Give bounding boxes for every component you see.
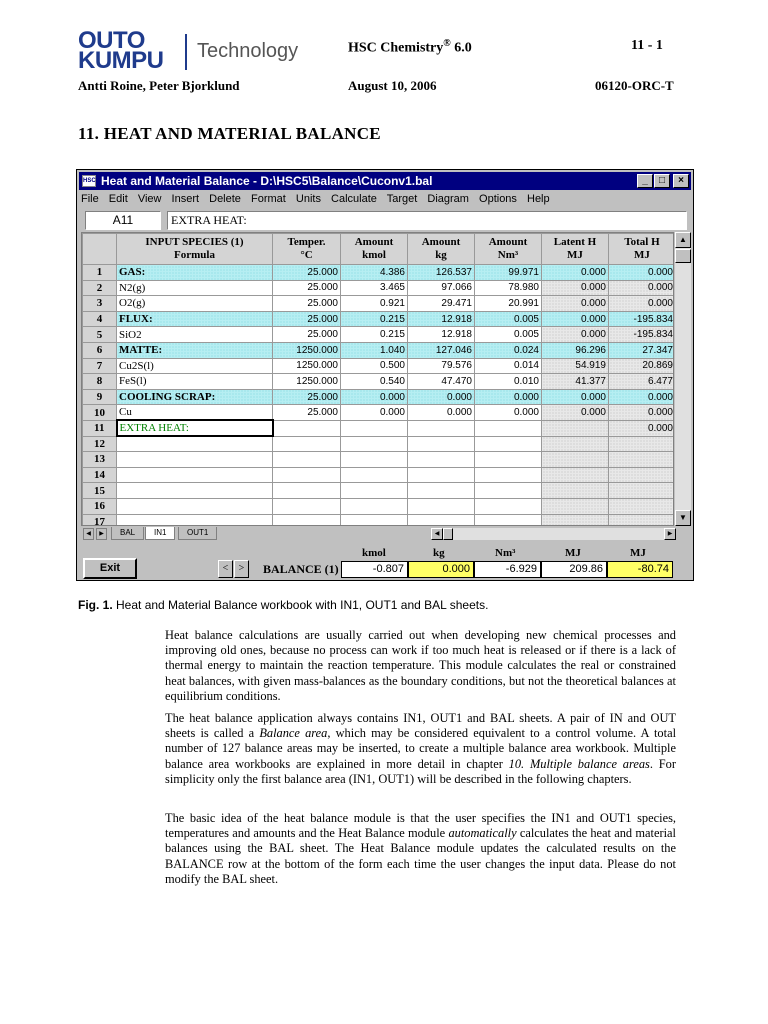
row-header[interactable]: 12 <box>83 436 117 452</box>
table-row <box>83 327 675 343</box>
column-header[interactable]: Latent H MJ <box>542 234 609 265</box>
value-cell[interactable]: 0.000 <box>341 389 408 405</box>
species-cell[interactable]: GAS: <box>117 265 273 281</box>
value-cell[interactable] <box>542 420 609 436</box>
balance-unit-mj-total: MJ <box>630 547 646 559</box>
value-cell[interactable]: -195.834 <box>609 311 675 327</box>
column-header[interactable]: Temper. °C <box>273 234 341 265</box>
value-cell[interactable]: 20.991 <box>475 296 542 312</box>
value-cell[interactable]: 0.540 <box>341 374 408 390</box>
species-cell[interactable]: SiO2 <box>117 327 273 343</box>
menu-insert[interactable]: Insert <box>171 193 200 205</box>
value-cell[interactable]: 12.918 <box>408 311 475 327</box>
close-button[interactable]: × <box>673 174 689 188</box>
value-cell[interactable]: 0.000 <box>609 265 675 281</box>
value-cell[interactable]: -195.834 <box>609 327 675 343</box>
doc-code: 06120-ORC-T <box>595 78 674 93</box>
value-cell[interactable]: 127.046 <box>408 342 475 358</box>
paragraph-3: The basic idea of the heat balance module is that the user specifies the IN1 and OUT1 species, temperatures and amounts and the Heat Balance module automatically calculates the heat and material balances using the BAL sheet. The Heat Balance module updates the calculated results on the BALANCE row at the bottom of the form each time the user changes the input data. Please do not modify the BAL sheet. <box>165 811 676 886</box>
window-title: Heat and Material Balance - D:\HSC5\Balance\Cuconv1.bal <box>101 174 433 188</box>
value-cell[interactable]: 0.005 <box>475 311 542 327</box>
balance-kmol-value[interactable]: -0.807 <box>341 561 408 578</box>
table-row <box>83 296 675 312</box>
minimize-button[interactable]: _ <box>637 174 653 188</box>
value-cell[interactable]: 0.500 <box>341 358 408 374</box>
row-header[interactable]: 7 <box>83 358 117 374</box>
menu-view[interactable]: View <box>137 193 162 205</box>
species-cell[interactable]: Cu <box>117 405 273 421</box>
table-row <box>83 420 675 436</box>
menu-edit[interactable]: Edit <box>108 193 128 205</box>
tab-next-icon[interactable]: ▶ <box>96 528 107 540</box>
value-cell[interactable] <box>609 452 675 468</box>
value-cell[interactable]: 0.000 <box>609 296 675 312</box>
menu-calculate[interactable]: Calculate <box>331 193 377 205</box>
corner-cell[interactable] <box>83 234 117 265</box>
table-row <box>83 483 675 499</box>
table-row <box>83 280 675 296</box>
doc-date: August 10, 2006 <box>348 78 437 93</box>
row-header[interactable]: 8 <box>83 374 117 390</box>
scroll-thumb[interactable] <box>675 249 691 263</box>
value-cell[interactable]: 12.918 <box>408 327 475 343</box>
value-cell[interactable]: 0.921 <box>341 296 408 312</box>
value-cell[interactable]: 1250.000 <box>273 374 341 390</box>
species-cell[interactable]: FeS(l) <box>117 374 273 390</box>
value-cell[interactable]: 0.215 <box>341 311 408 327</box>
value-cell[interactable]: 0.000 <box>542 311 609 327</box>
scroll-right-icon[interactable]: ▶ <box>664 528 676 540</box>
balance-unit-mj: MJ <box>565 547 581 559</box>
table-row <box>83 436 675 452</box>
tab-in1[interactable]: IN1 <box>145 527 175 540</box>
cell-reference-box[interactable]: A11 <box>85 211 161 230</box>
value-cell[interactable]: 0.000 <box>542 265 609 281</box>
species-cell[interactable] <box>117 483 273 499</box>
row-header[interactable]: 16 <box>83 498 117 514</box>
value-cell[interactable] <box>542 483 609 499</box>
table-row <box>83 452 675 468</box>
species-cell[interactable]: Cu2S(l) <box>117 358 273 374</box>
species-cell[interactable]: N2(g) <box>117 280 273 296</box>
logo-line1: OUTO <box>78 27 145 54</box>
value-cell[interactable] <box>273 498 341 514</box>
column-header[interactable]: Total H MJ <box>609 234 675 265</box>
column-header[interactable]: Amount kmol <box>341 234 408 265</box>
value-cell[interactable] <box>475 420 542 436</box>
table-row <box>83 498 675 514</box>
value-cell[interactable]: 0.000 <box>609 405 675 421</box>
species-cell[interactable]: O2(g) <box>117 296 273 312</box>
row-header[interactable]: 15 <box>83 483 117 499</box>
value-cell[interactable]: 96.296 <box>542 342 609 358</box>
value-cell[interactable] <box>273 467 341 483</box>
row-header[interactable]: 11 <box>83 420 117 436</box>
value-cell[interactable] <box>609 498 675 514</box>
value-cell[interactable] <box>542 467 609 483</box>
logo-line2: KUMPU <box>78 47 164 74</box>
balance-kg-value[interactable]: 0.000 <box>408 561 474 578</box>
app-icon: HSC <box>82 175 96 187</box>
species-cell[interactable] <box>117 452 273 468</box>
value-cell[interactable]: 0.215 <box>341 327 408 343</box>
value-cell[interactable]: 99.971 <box>475 265 542 281</box>
menu-format[interactable]: Format <box>250 193 286 205</box>
value-cell[interactable] <box>408 420 475 436</box>
value-cell[interactable]: 25.000 <box>273 280 341 296</box>
value-cell[interactable]: 0.024 <box>475 342 542 358</box>
species-cell[interactable]: MATTE: <box>117 342 273 358</box>
table-row <box>83 467 675 483</box>
value-cell[interactable]: 126.537 <box>408 265 475 281</box>
value-cell[interactable]: 47.470 <box>408 374 475 390</box>
value-cell[interactable]: 3.465 <box>341 280 408 296</box>
value-cell[interactable]: 25.000 <box>273 327 341 343</box>
value-cell[interactable] <box>609 483 675 499</box>
table-body <box>83 265 675 527</box>
prev-area-button[interactable]: < <box>218 560 233 578</box>
authors: Antti Roine, Peter Bjorklund <box>78 78 240 93</box>
value-cell[interactable]: 0.000 <box>475 405 542 421</box>
value-cell[interactable] <box>475 436 542 452</box>
value-cell[interactable] <box>273 452 341 468</box>
value-cell[interactable]: 79.576 <box>408 358 475 374</box>
value-cell[interactable] <box>341 498 408 514</box>
table-row <box>83 358 675 374</box>
species-cell[interactable]: COOLING SCRAP: <box>117 389 273 405</box>
row-header[interactable]: 3 <box>83 296 117 312</box>
row-header[interactable]: 2 <box>83 280 117 296</box>
value-cell[interactable]: 6.477 <box>609 374 675 390</box>
species-cell[interactable]: EXTRA HEAT: <box>117 420 273 436</box>
table-row <box>83 389 675 405</box>
tab-bal[interactable]: BAL <box>111 527 144 540</box>
value-cell[interactable]: 25.000 <box>273 311 341 327</box>
menu-diagram[interactable]: Diagram <box>427 193 469 205</box>
value-cell[interactable]: 54.919 <box>542 358 609 374</box>
paragraph-1: Heat balance calculations are usually carried out when developing new chemical processes and improving old ones, because no process can work if too much heat is released or if there is a lack of thermal energy to maintain the reaction temperature. This module calculates the real or constrained heat balances, with given mass-balances as the boundary conditions, but not the theoretical balances at equilibrium conditions. <box>165 628 676 703</box>
menu-units[interactable]: Units <box>295 193 321 205</box>
value-cell[interactable]: 1.040 <box>341 342 408 358</box>
menu-file[interactable]: File <box>81 193 99 205</box>
value-cell[interactable]: 25.000 <box>273 265 341 281</box>
value-cell[interactable] <box>475 498 542 514</box>
vertical-scrollbar[interactable] <box>675 232 691 526</box>
scroll-left-icon[interactable]: ◀ <box>431 528 443 540</box>
balance-total-mj-value[interactable]: -80.74 <box>607 561 673 578</box>
value-cell[interactable] <box>341 452 408 468</box>
value-cell[interactable] <box>475 514 542 526</box>
value-cell[interactable]: 0.000 <box>542 280 609 296</box>
value-cell[interactable] <box>408 498 475 514</box>
value-cell[interactable]: 29.471 <box>408 296 475 312</box>
value-cell[interactable]: 41.377 <box>542 374 609 390</box>
value-cell[interactable]: 0.000 <box>542 405 609 421</box>
exit-button[interactable]: Exit <box>83 558 137 579</box>
value-cell[interactable] <box>341 514 408 526</box>
column-header[interactable]: Amount kg <box>408 234 475 265</box>
value-cell[interactable] <box>542 436 609 452</box>
balance-nm3-value[interactable]: -6.929 <box>474 561 541 578</box>
value-cell[interactable]: 0.000 <box>542 327 609 343</box>
value-cell[interactable]: 25.000 <box>273 389 341 405</box>
row-header[interactable]: 6 <box>83 342 117 358</box>
page-number: 11 - 1 <box>631 38 663 53</box>
value-cell[interactable]: 0.000 <box>609 280 675 296</box>
product-name: HSC Chemistry® 6.0 <box>348 38 472 56</box>
balance-unit-kmol: kmol <box>362 547 386 559</box>
maximize-button[interactable]: □ <box>654 174 670 188</box>
row-header[interactable]: 13 <box>83 452 117 468</box>
horizontal-scrollbar[interactable] <box>431 528 676 540</box>
table-row <box>83 405 675 421</box>
window-titlebar[interactable] <box>79 172 691 190</box>
menu-target[interactable]: Target <box>386 193 418 205</box>
spreadsheet-grid <box>81 232 674 526</box>
balance-unit-kg: kg <box>433 547 445 559</box>
balance-window <box>76 169 694 581</box>
value-cell[interactable]: 0.000 <box>408 389 475 405</box>
value-cell[interactable] <box>408 514 475 526</box>
value-cell[interactable]: 25.000 <box>273 296 341 312</box>
row-header[interactable]: 1 <box>83 265 117 281</box>
value-cell[interactable]: 78.980 <box>475 280 542 296</box>
tab-prev-icon[interactable]: ◀ <box>83 528 94 540</box>
next-area-button[interactable]: > <box>234 560 249 578</box>
value-cell[interactable] <box>408 467 475 483</box>
value-cell[interactable] <box>542 498 609 514</box>
value-cell[interactable] <box>542 452 609 468</box>
value-cell[interactable] <box>408 483 475 499</box>
value-cell[interactable] <box>273 514 341 526</box>
column-header[interactable]: Amount Nm³ <box>475 234 542 265</box>
value-cell[interactable] <box>408 436 475 452</box>
balance-unit-nm3: Nm³ <box>495 547 516 559</box>
value-cell[interactable] <box>609 467 675 483</box>
species-cell[interactable] <box>117 498 273 514</box>
value-cell[interactable]: 0.000 <box>408 405 475 421</box>
species-cell[interactable] <box>117 514 273 526</box>
value-cell[interactable] <box>273 420 341 436</box>
table-row <box>83 265 675 281</box>
value-cell[interactable]: 25.000 <box>273 405 341 421</box>
scroll-down-icon[interactable]: ▼ <box>675 510 691 526</box>
table-row <box>83 514 675 526</box>
section-heading: 11. HEAT AND MATERIAL BALANCE <box>78 124 381 143</box>
company-logo <box>78 27 308 74</box>
menu-options[interactable]: Options <box>479 193 517 205</box>
value-cell[interactable] <box>542 514 609 526</box>
value-cell[interactable] <box>408 452 475 468</box>
logo-separator <box>185 34 187 70</box>
value-cell[interactable]: 0.010 <box>475 374 542 390</box>
value-cell[interactable]: 1250.000 <box>273 358 341 374</box>
column-header-row <box>83 234 675 265</box>
value-cell[interactable] <box>273 483 341 499</box>
row-header[interactable]: 17 <box>83 514 117 526</box>
row-header[interactable]: 5 <box>83 327 117 343</box>
scroll-up-icon[interactable]: ▲ <box>675 232 691 248</box>
value-cell[interactable]: 4.386 <box>341 265 408 281</box>
value-cell[interactable] <box>609 514 675 526</box>
table-row <box>83 342 675 358</box>
species-cell[interactable]: FLUX: <box>117 311 273 327</box>
balance-label: BALANCE (1) <box>263 562 339 576</box>
input-species-table <box>82 233 674 526</box>
row-header[interactable]: 9 <box>83 389 117 405</box>
paragraph-2: The heat balance application always contains IN1, OUT1 and BAL sheets. A pair of IN and OUT sheets is called a Balance area, which may be considered equivalent to a control volume. A total number of 127 balance areas may be inserted, to create a multiple balance area workbook. Multiple balance area workbooks are explained in more detail in chapter 10. Multiple balance areas. For simplicity only the first balance area (IN1, OUT1) will be described in the following chapters. <box>165 711 677 786</box>
formula-bar[interactable]: EXTRA HEAT: <box>167 211 687 230</box>
value-cell[interactable] <box>273 436 341 452</box>
value-cell[interactable] <box>475 467 542 483</box>
menu-delete[interactable]: Delete <box>209 193 241 205</box>
menu-bar <box>81 190 689 208</box>
value-cell[interactable] <box>609 436 675 452</box>
value-cell[interactable]: 97.066 <box>408 280 475 296</box>
figure-caption: Fig. 1. Heat and Material Balance workbook with IN1, OUT1 and BAL sheets. <box>78 598 489 612</box>
hscroll-thumb[interactable] <box>443 528 453 540</box>
value-cell[interactable]: 0.014 <box>475 358 542 374</box>
value-cell[interactable] <box>475 483 542 499</box>
value-cell[interactable] <box>341 420 408 436</box>
value-cell[interactable]: 0.000 <box>542 296 609 312</box>
balance-mj-value[interactable]: 209.86 <box>541 561 607 578</box>
value-cell[interactable]: 0.000 <box>542 389 609 405</box>
value-cell[interactable] <box>341 483 408 499</box>
row-header[interactable]: 10 <box>83 405 117 421</box>
value-cell[interactable]: 0.000 <box>341 405 408 421</box>
value-cell[interactable]: 27.347 <box>609 342 675 358</box>
row-header[interactable]: 4 <box>83 311 117 327</box>
logo-technology: Technology <box>197 40 299 62</box>
value-cell[interactable] <box>475 452 542 468</box>
table-row <box>83 311 675 327</box>
column-header[interactable]: INPUT SPECIES (1) Formula <box>117 234 273 265</box>
value-cell[interactable]: 0.000 <box>475 389 542 405</box>
value-cell[interactable]: 0.000 <box>609 420 675 436</box>
value-cell[interactable]: 1250.000 <box>273 342 341 358</box>
value-cell[interactable]: 0.005 <box>475 327 542 343</box>
row-header[interactable]: 14 <box>83 467 117 483</box>
sheet-tab-bar <box>81 527 691 541</box>
value-cell[interactable]: 20.869 <box>609 358 675 374</box>
value-cell[interactable] <box>341 436 408 452</box>
table-row <box>83 374 675 390</box>
value-cell[interactable] <box>341 467 408 483</box>
species-cell[interactable] <box>117 467 273 483</box>
menu-help[interactable]: Help <box>527 193 550 205</box>
tab-out1[interactable]: OUT1 <box>178 527 217 540</box>
value-cell[interactable]: 0.000 <box>609 389 675 405</box>
species-cell[interactable] <box>117 436 273 452</box>
